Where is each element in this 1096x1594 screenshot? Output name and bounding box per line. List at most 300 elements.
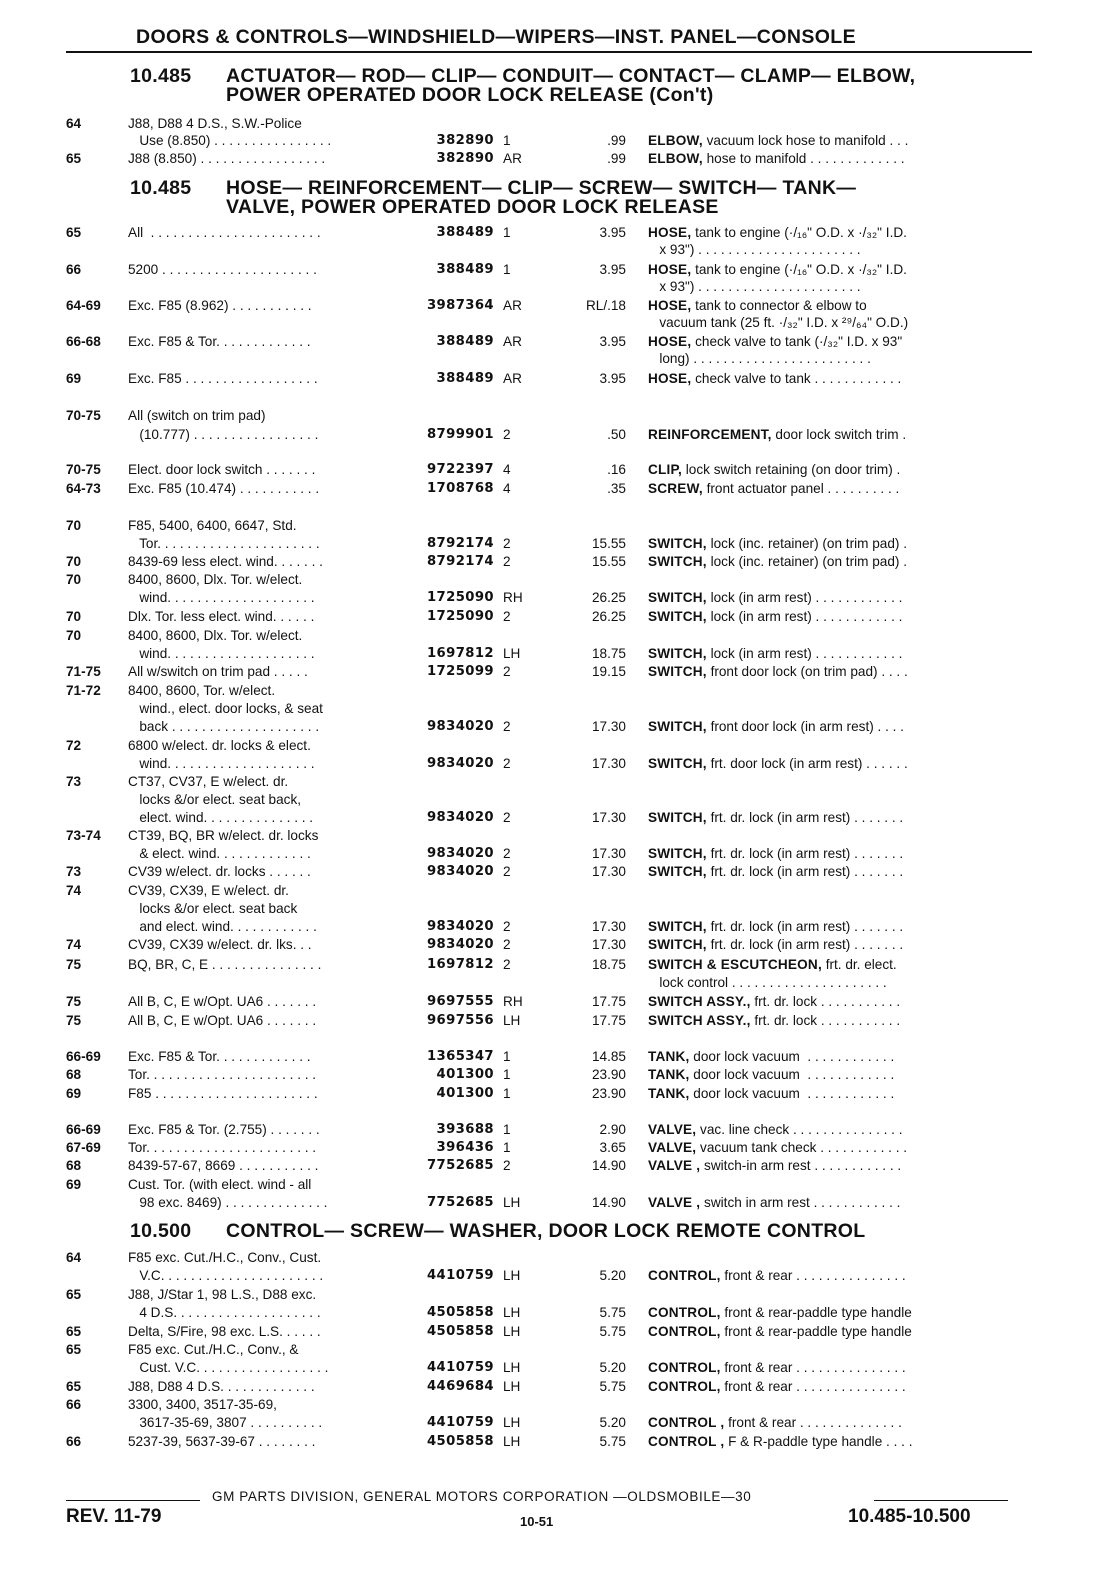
application-desc: (10.777) . . . . . . . . . . . . . . . . .: [128, 427, 319, 442]
model-year: 65: [66, 1287, 82, 1302]
item-description: [648, 756, 1008, 771]
item-detail: door lock vacuum . . . . . . . . . . . .: [689, 1049, 895, 1064]
item-name: CLIP,: [648, 462, 682, 477]
item-detail: tank to engine (·/₁₆" O.D. x ·/₃₂" I.D.: [691, 225, 907, 240]
item-description: [648, 590, 1008, 605]
part-number: 3987364: [426, 298, 494, 313]
quantity: AR: [503, 298, 522, 313]
price: .99: [607, 133, 626, 148]
price: 17.30: [591, 719, 626, 734]
quantity: 1: [503, 1049, 511, 1064]
application-desc: CT37, CV37, E w/elect. dr.: [128, 774, 289, 789]
quantity: 2: [503, 810, 511, 825]
quantity: 1: [503, 225, 511, 240]
part-number: 9834020: [426, 719, 494, 734]
application-desc: locks &/or elect. seat back,: [128, 792, 302, 807]
item-description: [648, 975, 1008, 990]
part-number: 9722397: [426, 462, 494, 477]
application-desc: Elect. door lock switch . . . . . . .: [128, 462, 316, 477]
price: 17.30: [591, 810, 626, 825]
price: 5.75: [599, 1324, 626, 1339]
application-desc: 8400, 8600, Dlx. Tor. w/elect.: [128, 628, 303, 643]
part-number: 401300: [436, 1067, 494, 1082]
part-number: 1708768: [426, 481, 494, 496]
model-year: 73-74: [66, 828, 101, 843]
item-detail: long) . . . . . . . . . . . . . . . . . . . . . . . .: [648, 351, 871, 366]
quantity: AR: [503, 334, 522, 349]
part-number: 4505858: [426, 1324, 494, 1339]
part-number: 8799901: [426, 427, 494, 442]
item-detail: front & rear . . . . . . . . . . . . . . .: [720, 1379, 906, 1394]
section-number: 10.485: [130, 65, 192, 87]
item-detail: lock (in arm rest) . . . . . . . . . . . .: [706, 609, 903, 624]
item-detail: vacuum lock hose to manifold . . .: [702, 133, 909, 148]
part-number: 7752685: [426, 1158, 494, 1173]
application-desc: V.C. . . . . . . . . . . . . . . . . . . . . .: [128, 1268, 324, 1283]
item-description: [648, 1195, 1008, 1210]
application-desc: 4 D.S. . . . . . . . . . . . . . . . . . . .: [128, 1305, 321, 1320]
application-desc: All (switch on trim pad): [128, 408, 266, 423]
price: 3.95: [599, 334, 626, 349]
item-name: SWITCH,: [648, 646, 707, 661]
price: 14.85: [591, 1049, 626, 1064]
price: 26.25: [591, 609, 626, 624]
item-name: TANK,: [648, 1067, 690, 1082]
application-desc: 5200 . . . . . . . . . . . . . . . . . . . . .: [128, 262, 317, 277]
header-rule: [66, 51, 1032, 53]
item-detail: front door lock (on trim pad) . . . .: [706, 664, 908, 679]
quantity: LH: [503, 1013, 521, 1028]
model-year: 73: [66, 864, 82, 879]
quantity: 2: [503, 536, 511, 551]
application-desc: CV39, CX39 w/elect. dr. lks. . .: [128, 937, 312, 952]
item-name: HOSE,: [648, 371, 692, 386]
item-description: [648, 242, 1008, 257]
item-description: [648, 1067, 1008, 1082]
part-number: 4505858: [426, 1305, 494, 1320]
part-number: 4410759: [426, 1360, 494, 1375]
footer-rule: [66, 1500, 200, 1501]
item-detail: frt. dr. elect.: [821, 957, 897, 972]
item-description: [648, 1086, 1008, 1101]
price: 18.75: [591, 957, 626, 972]
item-name: TANK,: [648, 1049, 690, 1064]
quantity: 2: [503, 719, 511, 734]
page-number: 10-51: [520, 1514, 554, 1529]
part-number: 382890: [436, 151, 494, 166]
item-name: CONTROL,: [648, 1324, 721, 1339]
item-description: [648, 1305, 1008, 1320]
application-desc: F85 . . . . . . . . . . . . . . . . . . . . . .: [128, 1086, 318, 1101]
model-year: 70-75: [66, 462, 101, 477]
part-number: 9834020: [426, 919, 494, 934]
footer-publisher: GM PARTS DIVISION, GENERAL MOTORS CORPORATION —OLDSMOBILE—30: [212, 1489, 752, 1504]
item-name: VALVE ,: [648, 1195, 701, 1210]
application-desc: wind., elect. door locks, & seat: [128, 701, 323, 716]
part-number: 388489: [436, 334, 494, 349]
quantity: LH: [503, 646, 521, 661]
item-name: HOSE,: [648, 262, 692, 277]
model-year: 70-75: [66, 408, 101, 423]
section-heading: [130, 1222, 865, 1241]
application-desc: CV39, CX39, E w/elect. dr.: [128, 883, 289, 898]
price: 17.30: [591, 756, 626, 771]
item-detail: tank to engine (·/₁₆" O.D. x ·/₃₂" I.D.: [691, 262, 907, 277]
quantity: LH: [503, 1305, 521, 1320]
price: 3.65: [599, 1140, 626, 1155]
model-year: 75: [66, 1013, 82, 1028]
item-description: [648, 298, 1008, 313]
model-year: 65: [66, 225, 82, 240]
item-name: SWITCH,: [648, 536, 707, 551]
item-description: [648, 1360, 1008, 1375]
price: 5.20: [599, 1415, 626, 1430]
item-detail: front & rear . . . . . . . . . . . . . . .: [720, 1360, 906, 1375]
item-name: SWITCH,: [648, 846, 707, 861]
price: 3.95: [599, 225, 626, 240]
quantity: 4: [503, 481, 511, 496]
item-name: CONTROL ,: [648, 1415, 725, 1430]
application-desc: J88, D88 4 D.S., S.W.-Police: [128, 116, 302, 131]
model-year: 64-69: [66, 298, 101, 313]
price: 3.95: [599, 371, 626, 386]
item-name: CONTROL,: [648, 1305, 721, 1320]
price: 5.20: [599, 1268, 626, 1283]
price: 23.90: [591, 1086, 626, 1101]
quantity: AR: [503, 371, 522, 386]
section-number: 10.485: [130, 177, 192, 199]
application-desc: Use (8.850) . . . . . . . . . . . . . . . .: [128, 133, 332, 148]
application-desc: All B, C, E w/Opt. UA6 . . . . . . .: [128, 1013, 317, 1028]
quantity: 2: [503, 664, 511, 679]
model-year: 74: [66, 883, 82, 898]
section-title-line1: HOSE— REINFORCEMENT— CLIP— SCREW— SWITCH— TANK—: [226, 177, 857, 199]
price: 17.30: [591, 919, 626, 934]
section-title-line2: POWER OPERATED DOOR LOCK RELEASE (Con't): [226, 84, 714, 106]
application-desc: CV39 w/elect. dr. locks . . . . . .: [128, 864, 311, 879]
quantity: 2: [503, 609, 511, 624]
item-detail: front & rear-paddle type handle: [720, 1305, 912, 1320]
application-desc: Exc. F85 (8.962) . . . . . . . . . . .: [128, 298, 312, 313]
part-number: 1725090: [426, 590, 494, 605]
application-desc: elect. wind. . . . . . . . . . . . . . .: [128, 810, 314, 825]
item-description: [648, 719, 1008, 734]
model-year: 75: [66, 994, 82, 1009]
price: .50: [607, 427, 626, 442]
application-desc: All . . . . . . . . . . . . . . . . . . . . . . .: [128, 225, 321, 240]
quantity: LH: [503, 1415, 521, 1430]
price: 14.90: [591, 1195, 626, 1210]
quantity: LH: [503, 1268, 521, 1283]
quantity: AR: [503, 151, 522, 166]
model-year: 70: [66, 554, 82, 569]
item-detail: x 93") . . . . . . . . . . . . . . . . . . . . . .: [648, 242, 861, 257]
quantity: 1: [503, 1086, 511, 1101]
part-number: 1725099: [426, 664, 494, 679]
item-name: SWITCH,: [648, 937, 707, 952]
application-desc: F85 exc. Cut./H.C., Conv., &: [128, 1342, 299, 1357]
part-number: 1697812: [426, 646, 494, 661]
part-number: 401300: [436, 1086, 494, 1101]
model-year: 66-68: [66, 334, 101, 349]
part-number: 9834020: [426, 810, 494, 825]
item-name: ELBOW,: [648, 133, 703, 148]
item-name: SWITCH & ESCUTCHEON,: [648, 957, 822, 972]
price: 17.75: [591, 1013, 626, 1028]
application-desc: Exc. F85 (10.474) . . . . . . . . . . .: [128, 481, 320, 496]
price: .35: [607, 481, 626, 496]
item-description: [648, 846, 1008, 861]
quantity: 1: [503, 133, 511, 148]
section-heading: [130, 67, 915, 105]
item-name: SWITCH,: [648, 590, 707, 605]
application-desc: 98 exc. 8469) . . . . . . . . . . . . . .: [128, 1195, 328, 1210]
item-detail: frt. dr. lock (in arm rest) . . . . . . .: [706, 846, 904, 861]
price: 23.90: [591, 1067, 626, 1082]
part-number: 388489: [436, 225, 494, 240]
price: 17.75: [591, 994, 626, 1009]
section-heading: [130, 179, 856, 217]
item-description: [648, 1415, 1008, 1430]
item-detail: vacuum tank (25 ft. ·/₃₂" I.D. x ²⁹/₆₄" O.D.): [648, 315, 909, 330]
application-desc: 8400, 8600, Tor. w/elect.: [128, 683, 276, 698]
model-year: 64: [66, 1250, 82, 1265]
model-year: 66-69: [66, 1049, 101, 1064]
item-name: SWITCH ASSY.,: [648, 1013, 751, 1028]
part-number: 9697556: [426, 1013, 494, 1028]
model-year: 73: [66, 774, 82, 789]
quantity: 1: [503, 262, 511, 277]
application-desc: All B, C, E w/Opt. UA6 . . . . . . .: [128, 994, 317, 1009]
application-desc: Dlx. Tor. less elect. wind. . . . . .: [128, 609, 315, 624]
item-name: CONTROL ,: [648, 1434, 725, 1449]
application-desc: BQ, BR, C, E . . . . . . . . . . . . . . .: [128, 957, 322, 972]
footer-rule: [874, 1500, 1008, 1501]
application-desc: 3300, 3400, 3517-35-69,: [128, 1397, 277, 1412]
application-desc: 3617-35-69, 3807 . . . . . . . . . .: [128, 1415, 323, 1430]
item-name: VALVE ,: [648, 1158, 701, 1173]
model-year: 64: [66, 116, 82, 131]
model-year: 69: [66, 371, 82, 386]
item-description: [648, 1379, 1008, 1394]
application-desc: Exc. F85 & Tor. . . . . . . . . . . . .: [128, 1049, 311, 1064]
quantity: LH: [503, 1324, 521, 1339]
model-year: 65: [66, 1342, 82, 1357]
quantity: 2: [503, 937, 511, 952]
item-detail: door lock switch trim .: [771, 427, 907, 442]
model-year: 70: [66, 609, 82, 624]
item-detail: frt. dr. lock (in arm rest) . . . . . . .: [706, 810, 904, 825]
item-name: SWITCH,: [648, 919, 707, 934]
application-desc: wind. . . . . . . . . . . . . . . . . . . .: [128, 756, 315, 771]
item-description: [648, 919, 1008, 934]
item-name: HOSE,: [648, 334, 692, 349]
item-detail: switch in arm rest . . . . . . . . . . . .: [700, 1195, 901, 1210]
item-name: VALVE,: [648, 1140, 697, 1155]
item-detail: frt. dr. lock (in arm rest) . . . . . . .: [706, 919, 904, 934]
price: 5.20: [599, 1360, 626, 1375]
model-year: 66: [66, 1397, 82, 1412]
quantity: LH: [503, 1379, 521, 1394]
model-year: 65: [66, 1379, 82, 1394]
quantity: 1: [503, 1140, 511, 1155]
model-year: 74: [66, 937, 82, 952]
item-detail: check valve to tank (·/₃₂" I.D. x 93": [691, 334, 903, 349]
price: 15.55: [591, 554, 626, 569]
item-name: CONTROL,: [648, 1360, 721, 1375]
price: .16: [607, 462, 626, 477]
price: 5.75: [599, 1379, 626, 1394]
part-number: 1365347: [426, 1049, 494, 1064]
item-detail: front & rear-paddle type handle: [720, 1324, 912, 1339]
item-description: [648, 664, 1008, 679]
item-description: [648, 225, 1008, 240]
part-number: 4410759: [426, 1268, 494, 1283]
model-year: 66-69: [66, 1122, 101, 1137]
part-number: 9697555: [426, 994, 494, 1009]
item-detail: lock (inc. retainer) (on trim pad) .: [706, 554, 907, 569]
item-detail: hose to manifold . . . . . . . . . . . . .: [702, 151, 905, 166]
item-detail: front actuator panel . . . . . . . . . .: [702, 481, 900, 496]
model-year: 71-75: [66, 664, 101, 679]
application-desc: Exc. F85 & Tor. (2.755) . . . . . . .: [128, 1122, 320, 1137]
quantity: RH: [503, 994, 523, 1009]
quantity: RH: [503, 590, 523, 605]
application-desc: Tor. . . . . . . . . . . . . . . . . . . . . .: [128, 536, 320, 551]
item-detail: front & rear . . . . . . . . . . . . . .: [724, 1415, 902, 1430]
application-desc: 5237-39, 5637-39-67 . . . . . . . .: [128, 1434, 316, 1449]
item-description: [648, 481, 1008, 496]
part-number: 7752685: [426, 1195, 494, 1210]
price: 3.95: [599, 262, 626, 277]
item-description: [648, 315, 1008, 330]
section-title-line1: ACTUATOR— ROD— CLIP— CONDUIT— CONTACT— CLAMP— ELBOW,: [226, 65, 916, 87]
price: .99: [607, 151, 626, 166]
item-name: SCREW,: [648, 481, 703, 496]
item-detail: frt. dr. lock (in arm rest) . . . . . . .: [706, 937, 904, 952]
model-year: 75: [66, 957, 82, 972]
item-name: HOSE,: [648, 225, 692, 240]
item-description: [648, 462, 1008, 477]
part-number: 388489: [436, 262, 494, 277]
item-name: SWITCH ASSY.,: [648, 994, 751, 1009]
model-year: 70: [66, 518, 82, 533]
item-detail: x 93") . . . . . . . . . . . . . . . . . . . . . .: [648, 279, 861, 294]
application-desc: F85 exc. Cut./H.C., Conv., Cust.: [128, 1250, 322, 1265]
item-name: REINFORCEMENT,: [648, 427, 772, 442]
quantity: 2: [503, 846, 511, 861]
part-number: 9834020: [426, 846, 494, 861]
item-description: [648, 262, 1008, 277]
item-description: [648, 957, 1008, 972]
application-desc: Delta, S/Fire, 98 exc. L.S. . . . . .: [128, 1324, 321, 1339]
quantity: 1: [503, 1122, 511, 1137]
quantity: LH: [503, 1360, 521, 1375]
item-detail: lock control . . . . . . . . . . . . . . . . . . . . .: [648, 975, 887, 990]
item-description: [648, 371, 1008, 386]
application-desc: back . . . . . . . . . . . . . . . . . . . .: [128, 719, 320, 734]
section-title-line2: VALVE, POWER OPERATED DOOR LOCK RELEASE: [226, 196, 719, 218]
item-description: [648, 994, 1008, 1009]
price: 26.25: [591, 590, 626, 605]
part-number: 1725090: [426, 609, 494, 624]
model-year: 68: [66, 1067, 82, 1082]
item-description: [648, 646, 1008, 661]
item-name: SWITCH,: [648, 864, 707, 879]
item-detail: frt. door lock (in arm rest) . . . . . .: [706, 756, 908, 771]
item-detail: lock switch retaining (on door trim) .: [682, 462, 901, 477]
model-year: 69: [66, 1086, 82, 1101]
price: 5.75: [599, 1434, 626, 1449]
item-detail: front & rear . . . . . . . . . . . . . . .: [720, 1268, 906, 1283]
application-desc: wind. . . . . . . . . . . . . . . . . . . .: [128, 590, 315, 605]
part-number: 393688: [436, 1122, 494, 1137]
item-description: [648, 810, 1008, 825]
item-name: CONTROL,: [648, 1268, 721, 1283]
application-desc: Exc. F85 . . . . . . . . . . . . . . . . . .: [128, 371, 318, 386]
quantity: 2: [503, 554, 511, 569]
application-desc: Exc. F85 & Tor. . . . . . . . . . . . .: [128, 334, 311, 349]
revision-date: REV. 11-79: [66, 1506, 162, 1527]
application-desc: 8439-69 less elect. wind. . . . . . .: [128, 554, 323, 569]
part-number: 1697812: [426, 957, 494, 972]
item-detail: door lock vacuum . . . . . . . . . . . .: [689, 1086, 895, 1101]
item-name: SWITCH,: [648, 554, 707, 569]
application-desc: All w/switch on trim pad . . . . .: [128, 664, 308, 679]
model-year: 72: [66, 738, 82, 753]
item-description: [648, 151, 1008, 166]
price: 17.30: [591, 846, 626, 861]
part-number: 4505858: [426, 1434, 494, 1449]
model-year: 70: [66, 628, 82, 643]
item-detail: check valve to tank . . . . . . . . . . . .: [691, 371, 902, 386]
application-desc: 6800 w/elect. dr. locks & elect.: [128, 738, 311, 753]
item-description: [648, 1013, 1008, 1028]
model-year: 70: [66, 572, 82, 587]
item-name: HOSE,: [648, 298, 692, 313]
item-description: [648, 554, 1008, 569]
item-detail: lock (in arm rest) . . . . . . . . . . . .: [706, 646, 903, 661]
part-number: 396436: [436, 1140, 494, 1155]
quantity: LH: [503, 1434, 521, 1449]
application-desc: and elect. wind. . . . . . . . . . . .: [128, 919, 317, 934]
item-description: [648, 334, 1008, 349]
item-name: SWITCH,: [648, 609, 707, 624]
quantity: 2: [503, 427, 511, 442]
model-year: 66: [66, 262, 82, 277]
item-description: [648, 1324, 1008, 1339]
item-description: [648, 351, 1008, 366]
item-description: [648, 864, 1008, 879]
item-name: SWITCH,: [648, 719, 707, 734]
application-desc: J88 (8.850) . . . . . . . . . . . . . . . . .: [128, 151, 326, 166]
application-desc: CT39, BQ, BR w/elect. dr. locks: [128, 828, 319, 843]
item-description: [648, 609, 1008, 624]
application-desc: 8439-57-67, 8669 . . . . . . . . . . .: [128, 1158, 319, 1173]
part-number: 4410759: [426, 1415, 494, 1430]
part-number: 382890: [436, 133, 494, 148]
application-desc: J88, J/Star 1, 98 L.S., D88 exc.: [128, 1287, 317, 1302]
part-number: 8792174: [426, 536, 494, 551]
price: 17.30: [591, 864, 626, 879]
price: 5.75: [599, 1305, 626, 1320]
item-detail: lock (in arm rest) . . . . . . . . . . . .: [706, 590, 903, 605]
item-description: [648, 1434, 1008, 1449]
price: 19.15: [591, 664, 626, 679]
section-range: 10.485-10.500: [848, 1506, 971, 1527]
part-number: 9834020: [426, 756, 494, 771]
price: 17.30: [591, 937, 626, 952]
